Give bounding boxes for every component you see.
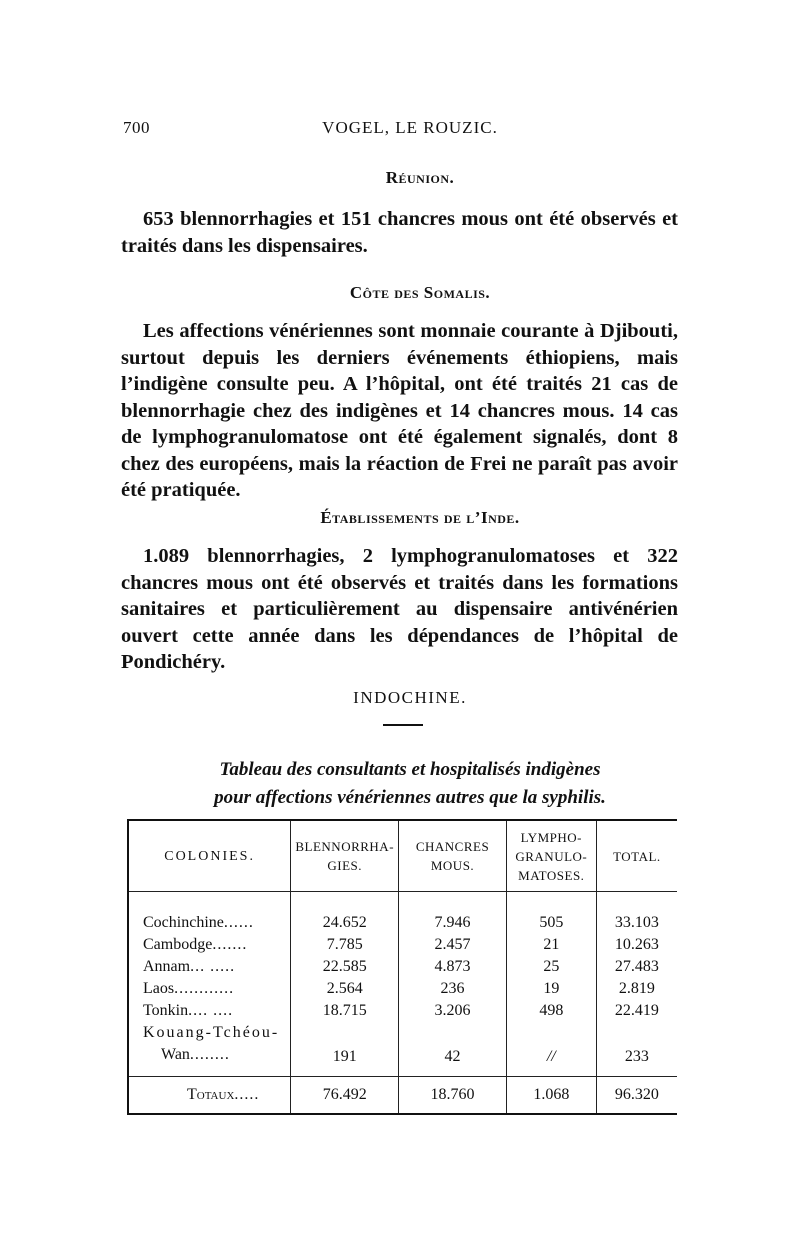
total-total: 96.320 xyxy=(596,1077,677,1115)
value-chancres: 4.873 xyxy=(399,956,507,978)
table-row xyxy=(128,892,677,935)
value-total: 2.819 xyxy=(596,978,677,1000)
value-total: 10.263 xyxy=(596,934,677,956)
total-lympho: 1.068 xyxy=(506,1077,596,1115)
table-row xyxy=(128,1000,677,1022)
indochine-table xyxy=(127,819,677,1115)
value-total: 22.419 xyxy=(596,1000,677,1022)
colonie-name: Annam... ..... xyxy=(128,956,291,978)
paragraph-inde-text: 1.089 blennorrhagies, 2 lymphogranulomatoses et 322 chancres mous ont été observés et traités dans les formations sanitaires et particulièrement au dispensaire antivénérien ouvert cette année dans les dépendances de l’hôpital de Pondichéry. xyxy=(121,545,678,673)
value-chancres: 7.946 xyxy=(399,892,507,935)
heading-rule xyxy=(383,724,423,726)
paragraph-somalis xyxy=(121,318,678,504)
value-lympho: 21 xyxy=(506,934,596,956)
section-heading-reunion: Réunion. xyxy=(385,168,455,187)
value-total: 27.483 xyxy=(596,956,677,978)
table-caption-line1: Tableau des consultants et hospitalisés indigènes xyxy=(219,759,601,780)
value-blennorrhagies: 18.715 xyxy=(291,1000,399,1022)
table-caption-line2: pour affections vénériennes autres que la syphilis. xyxy=(214,787,606,808)
col-header-lympho: LYMPHO-GRANULO-MATOSES. xyxy=(506,820,596,892)
col-header-blennorrhagies: BLENNORRHA-GIES. xyxy=(291,820,399,892)
value-total: 233 xyxy=(596,1022,677,1077)
table-row xyxy=(128,956,677,978)
indochine-heading: INDOCHINE. xyxy=(353,688,467,707)
value-blennorrhagies: 2.564 xyxy=(291,978,399,1000)
col-header-colonies: COLONIES. xyxy=(128,820,291,892)
value-blennorrhagies: 22.585 xyxy=(291,956,399,978)
value-chancres: 2.457 xyxy=(399,934,507,956)
paragraph-somalis-text: Les affections vénériennes sont monnaie courante à Djibouti, surtout depuis les derniers événements éthiopiens, mais l’indigène consulte peu. A l’hôpital, ont été traités 21 cas de blennorrhagie chez des indigènes et 14 chancres mous. 14 cas de lymphogranulomatose ont été également signalés, dont 8 chez des européens, mais la réaction de Frei ne paraît pas avoir été pratiquée. xyxy=(121,320,678,501)
totals-row xyxy=(128,1077,677,1115)
value-lympho: 505 xyxy=(506,892,596,935)
paragraph-reunion-text: 653 blennorrhagies et 151 chancres mous ont été observés et traités dans les dispensaires. xyxy=(121,208,678,257)
value-chancres: 42 xyxy=(399,1022,507,1077)
table-row xyxy=(128,1022,677,1077)
total-chancres: 18.760 xyxy=(399,1077,507,1115)
value-lympho: // xyxy=(506,1022,596,1077)
totals-label: Totaux..... xyxy=(128,1077,291,1115)
table-row xyxy=(128,934,677,956)
paragraph-reunion xyxy=(121,206,678,259)
colonie-name: Tonkin.... .... xyxy=(128,1000,291,1022)
section-heading-somalis: Côte des Somalis. xyxy=(349,283,491,302)
total-blennorrhagies: 76.492 xyxy=(291,1077,399,1115)
value-blennorrhagies: 7.785 xyxy=(291,934,399,956)
value-chancres: 3.206 xyxy=(399,1000,507,1022)
col-header-chancres: CHANCRES MOUS. xyxy=(399,820,507,892)
paragraph-inde xyxy=(121,543,678,676)
colonie-name: Kouang-Tchéou- Wan........ xyxy=(128,1022,291,1077)
col-header-total: TOTAL. xyxy=(596,820,677,892)
value-lympho: 19 xyxy=(506,978,596,1000)
table-row xyxy=(128,978,677,1000)
colonie-name: Cambodge....... xyxy=(128,934,291,956)
colonie-name: Laos............ xyxy=(128,978,291,1000)
value-blennorrhagies: 24.652 xyxy=(291,892,399,935)
colonie-name: Cochinchine...... xyxy=(128,892,291,935)
running-title: VOGEL, LE ROUZIC. xyxy=(322,118,498,137)
value-lympho: 498 xyxy=(506,1000,596,1022)
value-total: 33.103 xyxy=(596,892,677,935)
value-lympho: 25 xyxy=(506,956,596,978)
section-heading-inde: Établissements de l’Inde. xyxy=(320,508,520,527)
value-chancres: 236 xyxy=(399,978,507,1000)
table-header-row xyxy=(128,820,677,892)
value-blennorrhagies: 191 xyxy=(291,1022,399,1077)
page-number: 700 xyxy=(123,118,150,137)
